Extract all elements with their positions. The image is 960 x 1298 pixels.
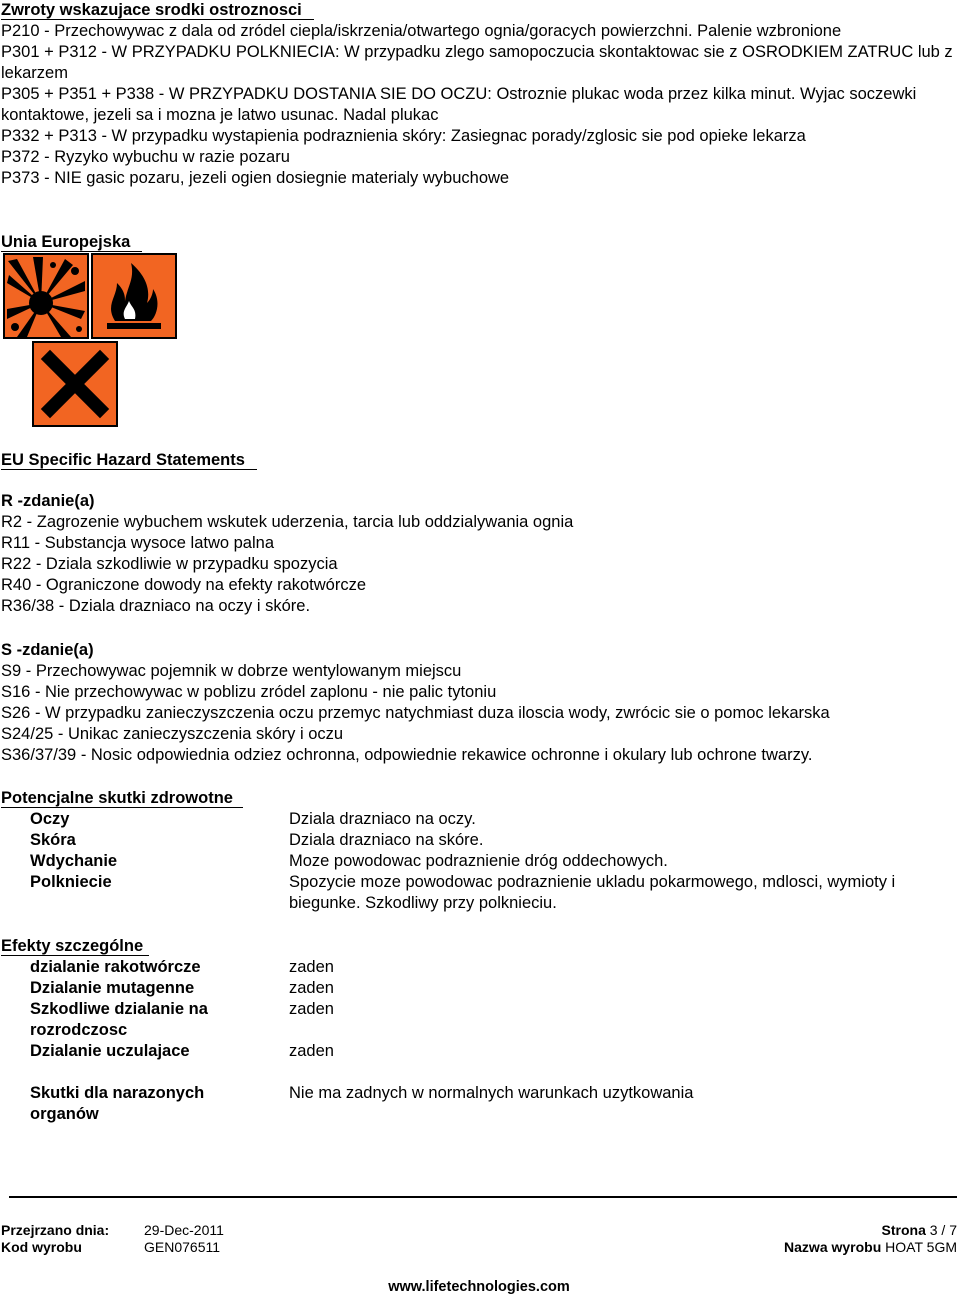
revised-value: 29-Dec-2011 (144, 1222, 224, 1238)
precaution-line: P305 + P351 + P338 - W PRZYPADKU DOSTANIA SIE DO OCZU: Ostroznie plukac woda przez kilka minut. Wyjac soczewki kontaktowe, jezeli sa i mozna je latwo usunac. Nadal plukac (1, 85, 917, 124)
website-link[interactable]: www.lifetechnologies.com (388, 1279, 570, 1295)
precaution-line: P332 + P313 - W przypadku wystapienia podraznienia skóry: Zasiegnac porady/zglosic sie pod opieke lekarza (1, 127, 806, 145)
harmful-x-icon (32, 341, 118, 427)
special-effects-section (1, 936, 957, 1125)
special-row (1, 978, 957, 999)
code-label: Kod wyrobu (1, 1239, 82, 1255)
code-value: GEN076511 (144, 1239, 221, 1255)
health-effects-section (1, 788, 957, 914)
health-value: Dziala drazniaco na oczy. (289, 810, 476, 828)
page-value: 3 / 7 (929, 1222, 957, 1238)
eu-title: Unia Europejska (1, 233, 142, 252)
special-key: Dzialanie mutagenne (30, 979, 195, 997)
health-row-eyes (1, 809, 957, 830)
special-key: dzialanie rakotwórcze (30, 958, 201, 976)
explosive-icon (3, 253, 89, 339)
health-key: Wdychanie (30, 852, 118, 870)
health-row-inhalation (1, 851, 957, 872)
r-phrase-line: R2 - Zagrozenie wybuchem wskutek uderzenia, tarcia lub oddzialywania ognia (1, 513, 574, 531)
precautions-section (1, 0, 957, 189)
product-name-info (784, 1239, 957, 1256)
organs-row (1, 1083, 957, 1125)
health-value: Spozycie moze powodowac podraznienie ukladu pokarmowego, mdlosci, wymioty i biegunke. Szkodliwy przy polknieciu. (289, 873, 896, 912)
s-phrase-line: S24/25 - Unikac zanieczyszczenia skóry i oczu (1, 725, 344, 743)
page-label: Strona (881, 1222, 926, 1238)
eu-section (1, 232, 957, 253)
special-key: Szkodliwe dzialanie na rozrodczosc (30, 1000, 208, 1039)
organs-key: Skutki dla narazonych organów (30, 1084, 205, 1123)
s-phrase-line: S26 - W przypadku zanieczyszczenia oczu przemyc natychmiast duza iloscia wody, zwrócic sie o pomoc lekarska (1, 704, 830, 722)
special-value: zaden (289, 979, 334, 997)
s-phrase-line: S9 - Przechowywac pojemnik w dobrze wentylowanym miejscu (1, 662, 462, 680)
s-phrase-line: S36/37/39 - Nosic odpowiednia odziez ochronna, odpowiednie rekawice ochronne i okulary lub ochrone twarzy. (1, 746, 813, 764)
special-effects-title: Efekty szczególne (1, 937, 149, 956)
special-row (1, 1041, 957, 1062)
organs-value: Nie ma zadnych w normalnych warunkach uzytkowania (289, 1084, 694, 1102)
special-row (1, 957, 957, 978)
health-key: Polkniecie (30, 873, 112, 891)
r-phrases-section (1, 491, 957, 617)
precaution-line: P372 - Ryzyko wybuchu w razie pozaru (1, 148, 290, 166)
r-phrase-line: R40 - Ograniczone dowody na efekty rakotwórcze (1, 576, 367, 594)
eu-hazards-section (1, 450, 957, 471)
health-row-ingestion (1, 872, 957, 914)
special-value: zaden (289, 958, 334, 976)
product-name-label: Nazwa wyrobu (784, 1239, 882, 1255)
health-value: Dziala drazniaco na skóre. (289, 831, 484, 849)
page-info (882, 1222, 957, 1239)
precaution-line: P301 + P312 - W PRZYPADKU POLKNIECIA: W przypadku zlego samopoczucia skontaktowac sie z OSRODKIEM ZATRUC lub z lekarzem (1, 43, 953, 82)
health-row-skin (1, 830, 957, 851)
special-value: zaden (289, 1000, 334, 1018)
r-phrase-line: R36/38 - Dziala drazniaco na oczy i skóre. (1, 597, 311, 615)
s-phrase-line: S16 - Nie przechowywac w poblizu zródel zaplonu - nie palic tytoniu (1, 683, 497, 701)
r-phrases-heading: R -zdanie(a) (1, 492, 95, 510)
footer-divider (9, 1196, 957, 1198)
r-phrase-line: R11 - Substancja wysoce latwo palna (1, 534, 275, 552)
product-name-value: HOAT 5GM (885, 1239, 957, 1255)
s-phrases-section (1, 640, 957, 766)
special-row (1, 999, 957, 1041)
r-phrase-line: R22 - Dziala szkodliwie w przypadku spozycia (1, 555, 338, 573)
health-value: Moze powodowac podraznienie dróg oddechowych. (289, 852, 668, 870)
s-phrases-heading: S -zdanie(a) (1, 641, 94, 659)
precaution-line: P373 - NIE gasic pozaru, jezeli ogien dosiegnie materialy wybuchowe (1, 169, 510, 187)
health-key: Skóra (30, 831, 76, 849)
health-key: Oczy (30, 810, 70, 828)
revised-label: Przejrzano dnia: (1, 1222, 110, 1238)
flame-icon (91, 253, 177, 339)
special-value: zaden (289, 1042, 334, 1060)
special-key: Dzialanie uczulajace (30, 1042, 190, 1060)
precaution-line: P210 - Przechowywac z dala od zródel ciepla/iskrzenia/otwartego ognia/goracych powierzchni. Palenie wzbronione (1, 22, 842, 40)
precautions-title: Zwroty wskazujace srodki ostroznosci (1, 1, 314, 20)
eu-hazards-title: EU Specific Hazard Statements (1, 451, 257, 470)
health-effects-title: Potencjalne skutki zdrowotne (1, 789, 243, 808)
